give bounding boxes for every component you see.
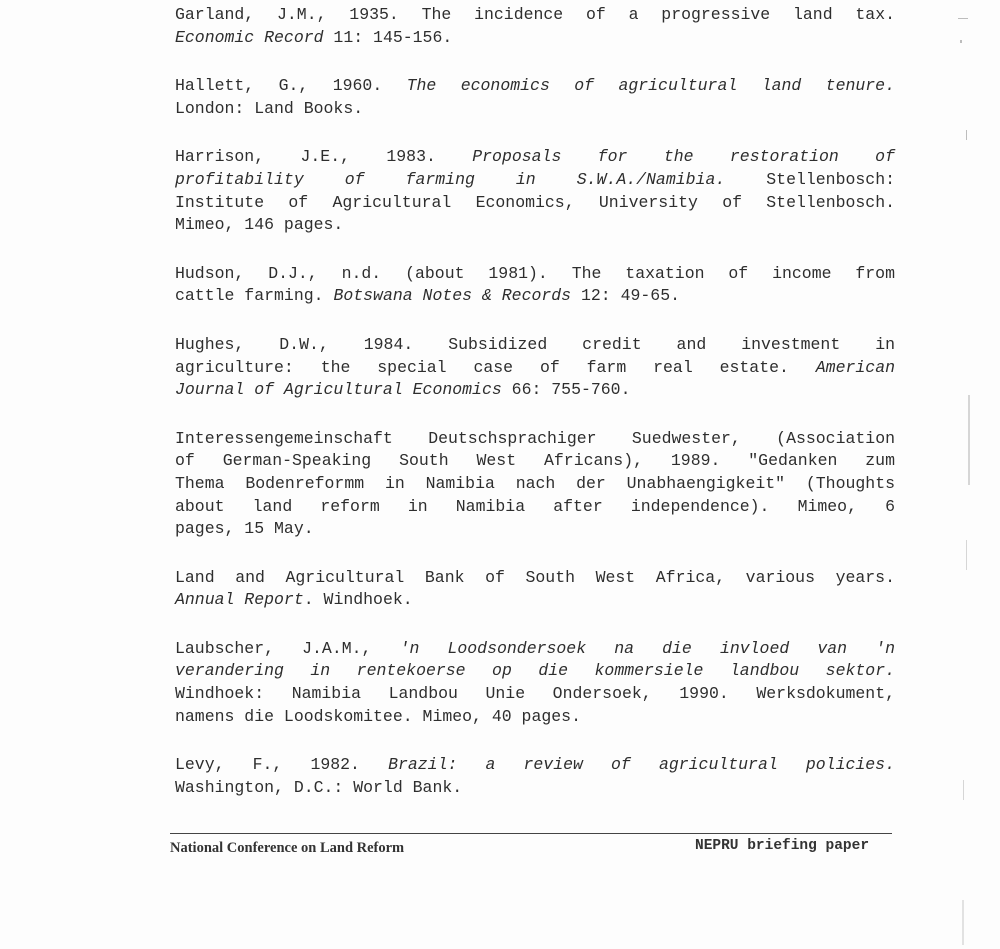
reference-text: 11: 145-156. xyxy=(323,27,453,47)
reference-line xyxy=(175,450,895,473)
reference-entry xyxy=(175,263,895,308)
reference-list xyxy=(175,4,895,825)
scan-mark xyxy=(966,130,967,140)
reference-line xyxy=(175,706,895,729)
reference-text: Stellenbosch: xyxy=(725,169,895,189)
reference-entry xyxy=(175,754,895,799)
reference-line xyxy=(175,683,895,706)
reference-text: 12: 49-65. xyxy=(571,286,680,306)
reference-line xyxy=(175,285,895,308)
reference-text: Windhoek: Namibia Landbou Unie Ondersoek, 1990. Werksdokument, xyxy=(175,684,895,704)
italic-title-text: Journal of Agricultural Economics xyxy=(175,380,502,400)
reference-text: London: Land Books. xyxy=(175,98,364,118)
reference-entry xyxy=(175,638,895,728)
reference-text: Hughes, D.W., 1984. Subsidized credit and investment in xyxy=(175,334,895,354)
reference-line xyxy=(175,567,895,590)
reference-line xyxy=(175,98,895,121)
italic-title-text: 'n Loodsondersoek na die invloed van 'n xyxy=(399,638,895,658)
reference-line xyxy=(175,518,895,541)
scan-mark xyxy=(963,780,964,800)
reference-line xyxy=(175,660,895,683)
reference-entry xyxy=(175,334,895,402)
reference-entry xyxy=(175,4,895,49)
italic-title-text: Annual Report xyxy=(175,590,304,610)
reference-text: Interessengemeinschaft Deutschsprachiger Suedwester, (Association xyxy=(175,428,895,448)
reference-text: cattle farming. xyxy=(175,286,334,306)
reference-line xyxy=(175,75,895,98)
reference-text: about land reform in Namibia after independence). Mimeo, 6 xyxy=(175,496,895,516)
reference-line xyxy=(175,589,895,612)
reference-line xyxy=(175,777,895,800)
italic-title-text: The economics of agricultural land tenure. xyxy=(406,76,895,96)
reference-line xyxy=(175,146,895,169)
reference-text: Laubscher, J.A.M., xyxy=(175,638,400,658)
scan-mark xyxy=(960,40,962,43)
reference-line xyxy=(175,357,895,380)
italic-title-text: Botswana Notes & Records xyxy=(333,286,572,306)
reference-text: 66: 755-760. xyxy=(501,380,631,400)
italic-title-text: Brazil: a review of agricultural policies. xyxy=(388,755,895,775)
reference-text: Harrison, J.E., 1983. xyxy=(175,147,473,167)
reference-line xyxy=(175,192,895,215)
reference-entry xyxy=(175,567,895,612)
reference-line xyxy=(175,754,895,777)
reference-text: Thema Bodenreformm in Namibia nach der Unabhaengigkeit" (Thoughts xyxy=(175,473,895,493)
reference-line xyxy=(175,214,895,237)
scan-mark xyxy=(958,18,968,19)
reference-line xyxy=(175,4,895,27)
reference-entry xyxy=(175,146,895,236)
reference-text: Land and Agricultural Bank of South West Africa, various years. xyxy=(175,567,895,587)
reference-text: Levy, F., 1982. xyxy=(175,755,389,775)
italic-title-text: Proposals for the restoration of xyxy=(472,147,895,167)
reference-text: Hallett, G., 1960. xyxy=(175,76,407,96)
reference-entry xyxy=(175,428,895,541)
reference-text: Institute of Agricultural Economics, University of Stellenbosch. xyxy=(175,192,895,212)
reference-line xyxy=(175,27,895,50)
italic-title-text: verandering in rentekoerse op die kommersiele landbou sektor. xyxy=(175,661,895,681)
reference-text: Garland, J.M., 1935. The incidence of a progressive land tax. xyxy=(175,5,895,24)
reference-line xyxy=(175,473,895,496)
footer-paper-type: NEPRU briefing paper xyxy=(695,838,870,854)
reference-text: of German-Speaking South West Africans), 1989. "Gedanken zum xyxy=(175,451,895,471)
reference-line xyxy=(175,263,895,286)
footer-conference-title: National Conference on Land Reform xyxy=(170,840,405,856)
reference-entry xyxy=(175,75,895,120)
reference-line xyxy=(175,379,895,402)
reference-text: Washington, D.C.: World Bank. xyxy=(175,777,463,797)
italic-title-text: profitability of farming in S.W.A./Namibia. xyxy=(175,169,726,189)
scan-mark xyxy=(968,395,970,485)
reference-line xyxy=(175,496,895,519)
reference-text: namens die Loodskomitee. Mimeo, 40 pages. xyxy=(175,706,581,726)
reference-text: Mimeo, 146 pages. xyxy=(175,215,344,235)
scan-mark xyxy=(966,540,967,570)
scan-mark xyxy=(962,900,964,945)
reference-line xyxy=(175,334,895,357)
reference-line xyxy=(175,638,895,661)
reference-line xyxy=(175,169,895,192)
footer-divider xyxy=(170,833,892,834)
reference-text: . Windhoek. xyxy=(303,590,413,610)
italic-title-text: Economic Record xyxy=(175,27,324,47)
reference-text: agriculture: the special case of farm real estate. xyxy=(175,357,816,377)
reference-line xyxy=(175,428,895,451)
italic-title-text: American xyxy=(815,357,895,377)
reference-text: pages, 15 May. xyxy=(175,519,314,539)
reference-text: Hudson, D.J., n.d. (about 1981). The taxation of income from xyxy=(175,263,895,283)
